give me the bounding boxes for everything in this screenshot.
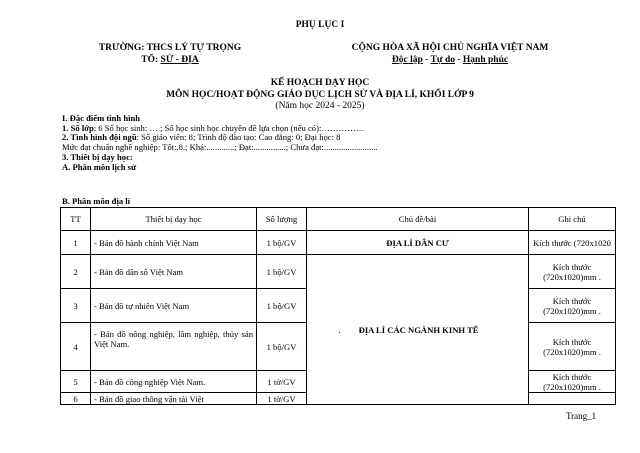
school-group xyxy=(60,54,280,66)
header-topic: Chủ đề/bài xyxy=(307,208,529,231)
plan-title-block xyxy=(0,78,640,113)
table-row: 2 - Bản đồ dân số Việt Nam 1 bộ/GV . ĐỊA LÍ CÁC NGÀNH KINH TẾ Kích thước (720x1020)mm . xyxy=(61,255,616,289)
info-line-standards: Mức đạt chuẩn nghề nghiệp: Tốt:.8.; Khá:.............; Đạt:...............; Chưa đạt:......................... xyxy=(62,142,378,153)
national-header xyxy=(330,42,570,66)
section-1-heading: I. Đặc điểm tình hình xyxy=(62,113,141,123)
national-motto: Độc lập - Tự do - Hạnh phúc xyxy=(391,55,509,65)
topic-economy-cell xyxy=(307,255,529,405)
table-row: 1 - Bản đồ hành chính Việt Nam 1 bộ/GV ĐỊA LÍ DÂN CƯ Kích thước (720x1020 xyxy=(61,231,616,255)
table-header-row xyxy=(61,208,616,231)
header-device: Thiết bị dạy học xyxy=(91,208,257,231)
header-qty: Số lượng xyxy=(257,208,307,231)
group-prefix: TỔ: xyxy=(141,55,161,65)
info-line-equipment: 3. Thiết bị dạy học: xyxy=(62,151,133,162)
appendix-title: PHỤ LỤC I xyxy=(295,20,345,30)
topic-population: ĐỊA LÍ DÂN CƯ xyxy=(307,231,529,255)
group-name: SỬ - ĐỊA xyxy=(160,55,199,65)
info-line-classes: 1. Số lớp: 6 Số học sinh: … ; Số học sinh học chuyên đề lựa chọn (nếu có):…………… xyxy=(62,122,365,133)
section-a-heading: A. Phân môn lịch sử xyxy=(62,161,137,172)
plan-title: KẾ HOẠCH DẠY HỌC xyxy=(270,78,370,88)
header-tt: TT xyxy=(61,208,91,231)
topic-dot: . xyxy=(338,324,341,335)
table-row: 6 - Bản đồ giao thông vận tải Việt 1 tờ/GV xyxy=(61,393,616,405)
header-note: Ghi chú xyxy=(529,208,616,231)
section-b-heading: B. Phân môn địa lí xyxy=(62,196,131,206)
info-section xyxy=(62,114,622,172)
equipment-table xyxy=(60,207,616,405)
info-line-staff: 2. Tình hình đội ngũ: Số giáo viên: 8; Trình độ đào tạo: Cao đẳng: 0; Đại học: 8 xyxy=(62,132,341,143)
table-row: 3 - Bản đồ tự nhiên Việt Nam 1 bộ/GV Kích thước (720x1020)mm . xyxy=(61,289,616,323)
page-number: Trang_1 xyxy=(566,411,597,421)
plan-year: (Năm học 2024 - 2025) xyxy=(275,101,365,111)
plan-subject: MÔN HỌC/HOẠT ĐỘNG GIÁO DỤC LỊCH SỬ VÀ ĐỊA LÍ, KHỐI LỚP 9 xyxy=(166,89,474,100)
school-name: TRƯỜNG: THCS LÝ TỰ TRỌNG xyxy=(98,43,242,53)
school-header xyxy=(60,42,280,66)
topic-economy: ĐỊA LÍ CÁC NGÀNH KINH TẾ xyxy=(358,324,479,335)
country-name: CỘNG HÒA XÃ HỘI CHỦ NGHĨA VIỆT NAM xyxy=(351,43,549,53)
table-row: 5 - Bản đồ công nghiệp Việt Nam. 1 tờ/GV Kích thước (720x1020)mm . xyxy=(61,371,616,393)
table-row: 4 - Bản đồ nông nghiệp, lâm nghiệp, thủy sản Việt Nam. 1 bộ/GV Kích thước (720x1020)mm . xyxy=(61,323,616,371)
